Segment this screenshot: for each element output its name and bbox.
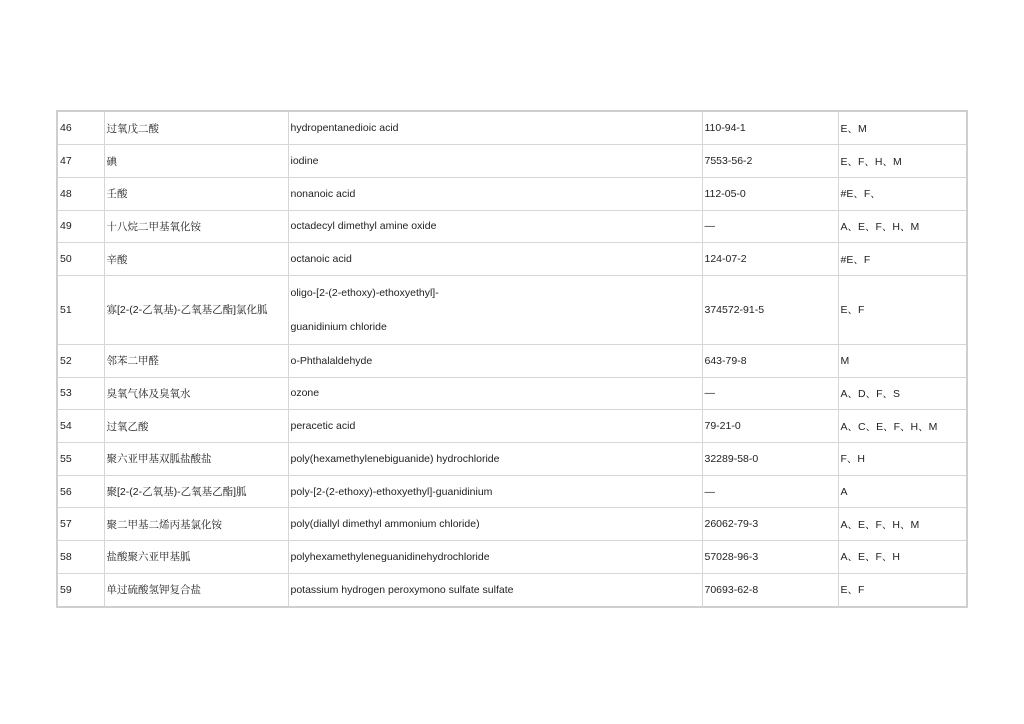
row-number: 57 [58, 508, 104, 541]
row-number: 48 [58, 177, 104, 210]
usage-codes: E、F、H、M [838, 145, 966, 178]
english-name: octadecyl dimethyl amine oxide [288, 210, 702, 243]
row-number: 46 [58, 112, 104, 145]
english-name: poly(diallyl dimethyl ammonium chloride) [288, 508, 702, 541]
row-number: 55 [58, 443, 104, 476]
chinese-name: 聚六亚甲基双胍盐酸盐 [104, 443, 288, 476]
usage-codes: M [838, 344, 966, 377]
row-number: 49 [58, 210, 104, 243]
row-number: 58 [58, 541, 104, 574]
english-name: iodine [288, 145, 702, 178]
table-row [58, 112, 966, 145]
row-number: 56 [58, 475, 104, 508]
cas-number: 70693-62-8 [702, 573, 838, 606]
english-name: polyhexamethyleneguanidinehydrochloride [288, 541, 702, 574]
usage-codes: F、H [838, 443, 966, 476]
table-row [58, 410, 966, 443]
cas-number: 79-21-0 [702, 410, 838, 443]
cas-number: 643-79-8 [702, 344, 838, 377]
row-number: 54 [58, 410, 104, 443]
english-name: hydropentanedioic acid [288, 112, 702, 145]
chinese-name: 聚[2-(2-乙氧基)-乙氧基乙酯]胍 [104, 475, 288, 508]
usage-codes: E、M [838, 112, 966, 145]
table-row [58, 541, 966, 574]
substance-table [58, 112, 966, 606]
table-row [58, 145, 966, 178]
row-number: 59 [58, 573, 104, 606]
usage-codes: A、E、F、H [838, 541, 966, 574]
cas-number: 374572-91-5 [702, 275, 838, 344]
cas-number: 32289-58-0 [702, 443, 838, 476]
english-name: poly(hexamethylenebiguanide) hydrochloride [288, 443, 702, 476]
usage-codes: E、F [838, 275, 966, 344]
english-name: nonanoic acid [288, 177, 702, 210]
english-name: poly-[2-(2-ethoxy)-ethoxyethyl]-guanidinium [288, 475, 702, 508]
row-number: 50 [58, 243, 104, 276]
table-row [58, 177, 966, 210]
table-row [58, 344, 966, 377]
table-row [58, 210, 966, 243]
chinese-name: 过氧乙酸 [104, 410, 288, 443]
chinese-name: 臭氧气体及臭氧水 [104, 377, 288, 410]
english-name-line-2: guanidinium chloride [290, 320, 387, 333]
usage-codes: #E、F [838, 243, 966, 276]
table-row [58, 275, 966, 344]
chinese-name: 聚二甲基二烯丙基氯化铵 [104, 508, 288, 541]
row-number: 51 [58, 275, 104, 344]
cas-number: — [702, 210, 838, 243]
cas-number: 26062-79-3 [702, 508, 838, 541]
english-name-line-1: oligo-[2-(2-ethoxy)-ethoxyethyl]- [290, 286, 439, 299]
table-row [58, 443, 966, 476]
cas-number: 112-05-0 [702, 177, 838, 210]
substance-table-container [56, 110, 968, 608]
cas-number: — [702, 377, 838, 410]
table-row [58, 573, 966, 606]
usage-codes: E、F [840, 584, 865, 597]
row-number: 47 [58, 145, 104, 178]
english-name [288, 275, 702, 344]
usage-codes: A [838, 475, 966, 508]
chinese-name: 辛酸 [104, 243, 288, 276]
english-name: o-Phthalaldehyde [288, 344, 702, 377]
english-name: potassium hydrogen peroxymono sulfate sulfate [288, 573, 702, 606]
english-name: peracetic acid [288, 410, 702, 443]
cas-number: — [702, 475, 838, 508]
row-number: 52 [58, 344, 104, 377]
usage-codes: A、E、F、H、M [838, 508, 966, 541]
cas-number: 57028-96-3 [702, 541, 838, 574]
table-row [58, 243, 966, 276]
usage-codes: A、D、F、S [838, 377, 966, 410]
chinese-name: 寡[2-(2-乙氧基)-乙氧基乙酯]氯化胍 [104, 275, 288, 344]
table-row [58, 377, 966, 410]
row-number: 53 [58, 377, 104, 410]
usage-codes: A、E、F、H、M [838, 210, 966, 243]
chinese-name: 邻苯二甲醛 [104, 344, 288, 377]
chinese-name: 碘 [104, 145, 288, 178]
chinese-name: 壬酸 [104, 177, 288, 210]
cas-number: 124-07-2 [702, 243, 838, 276]
usage-codes: #E、F、 [838, 177, 966, 210]
cas-number: 110-94-1 [702, 112, 838, 145]
usage-codes: A、C、E、F、H、M [838, 410, 966, 443]
chinese-name: 单过硫酸氢钾复合盐 [104, 573, 288, 606]
chinese-name: 盐酸聚六亚甲基胍 [104, 541, 288, 574]
english-name: ozone [288, 377, 702, 410]
table-row [58, 508, 966, 541]
cas-number: 7553-56-2 [702, 145, 838, 178]
table-row [58, 475, 966, 508]
english-name: octanoic acid [288, 243, 702, 276]
chinese-name: 过氧戊二酸 [104, 112, 288, 145]
chinese-name: 十八烷二甲基氧化铵 [104, 210, 288, 243]
